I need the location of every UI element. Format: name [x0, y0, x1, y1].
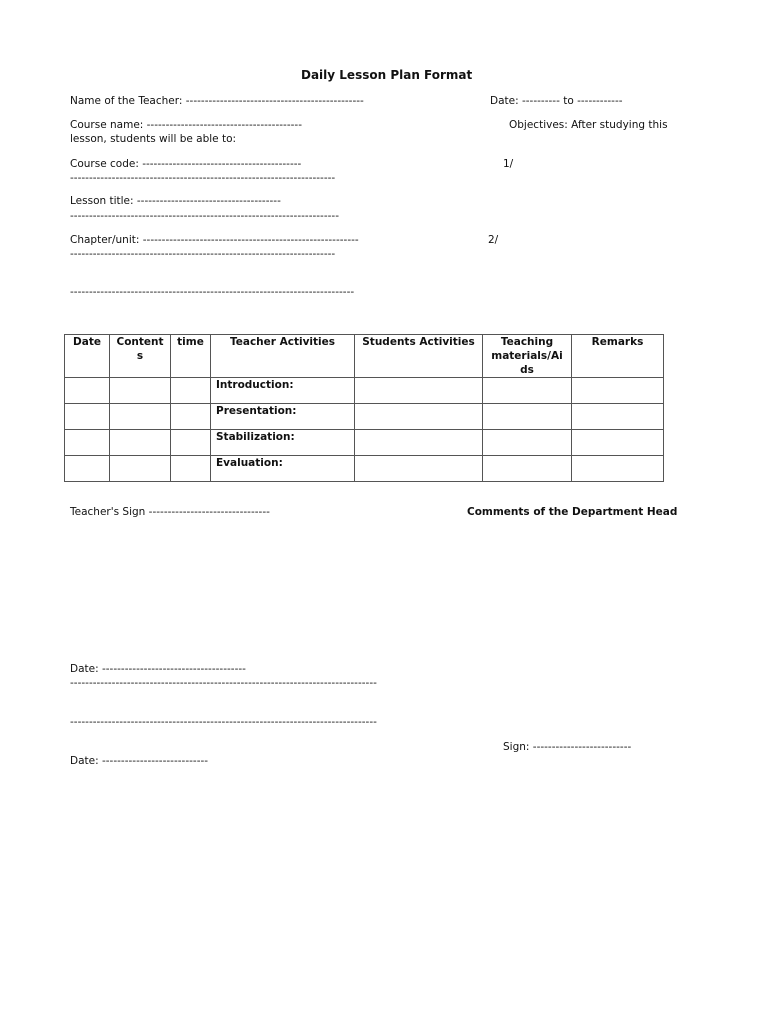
header-teaching-materials: Teaching materials/Ai ds [483, 335, 572, 378]
objectives-label: Objectives: After studying this [509, 119, 668, 131]
table-row [65, 430, 664, 456]
dash-line: ---------------------------------------------------------------------- [70, 248, 336, 260]
table-cell [483, 456, 572, 482]
header-remarks: Remarks [572, 335, 664, 378]
table-row [65, 456, 664, 482]
table-cell [483, 404, 572, 430]
table-row [65, 404, 664, 430]
table-cell [65, 430, 110, 456]
table-cell [355, 430, 483, 456]
activity-stabilization: Stabilization: [211, 430, 355, 456]
dept-head-comments-heading: Comments of the Department Head [467, 506, 678, 518]
header-date: Date [65, 335, 110, 378]
table-cell [110, 378, 171, 404]
date-field: Date: ---------------------------- [70, 755, 209, 767]
table-cell [572, 456, 664, 482]
dash-line: --------------------------------------------------------------------------------- [70, 677, 377, 689]
table-cell [171, 456, 211, 482]
dash-line: ---------------------------------------------------------------------- [70, 172, 336, 184]
dash-line: ----------------------------------------------------------------------- [70, 210, 340, 222]
table-cell [572, 430, 664, 456]
table-cell [110, 456, 171, 482]
activity-evaluation: Evaluation: [211, 456, 355, 482]
table-cell [355, 378, 483, 404]
table-header-row [65, 335, 664, 378]
table-row [65, 378, 664, 404]
teacher-name-field: Name of the Teacher: ----------------------------------------------- [70, 95, 364, 107]
table-cell [65, 456, 110, 482]
teacher-sign-field: Teacher's Sign -------------------------------- [70, 506, 270, 518]
lesson-plan-table [64, 334, 664, 482]
lesson-title-field: Lesson title: -------------------------------------- [70, 195, 281, 207]
table-cell [572, 404, 664, 430]
table-cell [110, 404, 171, 430]
activity-presentation: Presentation: [211, 404, 355, 430]
table-cell [171, 430, 211, 456]
table-cell [65, 404, 110, 430]
table-cell [355, 456, 483, 482]
page-title: Daily Lesson Plan Format [301, 68, 473, 82]
header-contents: Content s [110, 335, 171, 378]
objectives-continued: lesson, students will be able to: [70, 133, 237, 145]
table-cell [483, 430, 572, 456]
table-cell [65, 378, 110, 404]
header-teacher-activities: Teacher Activities [211, 335, 355, 378]
dash-line: --------------------------------------------------------------------------------- [70, 716, 377, 728]
header-time: time [171, 335, 211, 378]
table-cell [171, 378, 211, 404]
course-name-field: Course name: ----------------------------------------- [70, 119, 302, 131]
objective-1-label: 1/ [503, 158, 514, 170]
table-cell [355, 404, 483, 430]
chapter-unit-field: Chapter/unit: --------------------------------------------------------- [70, 234, 359, 246]
table-cell [110, 430, 171, 456]
objective-2-label: 2/ [488, 234, 499, 246]
date-field: Date: -------------------------------------- [70, 663, 246, 675]
table-cell [572, 378, 664, 404]
head-sign-field: Sign: -------------------------- [503, 741, 632, 753]
dash-line: --------------------------------------------------------------------------- [70, 286, 355, 298]
course-code-field: Course code: ------------------------------------------ [70, 158, 302, 170]
table-cell [171, 404, 211, 430]
header-students-activities: Students Activities [355, 335, 483, 378]
activity-introduction: Introduction: [211, 378, 355, 404]
table-cell [483, 378, 572, 404]
date-range-field: Date: ---------- to ------------ [490, 95, 623, 107]
